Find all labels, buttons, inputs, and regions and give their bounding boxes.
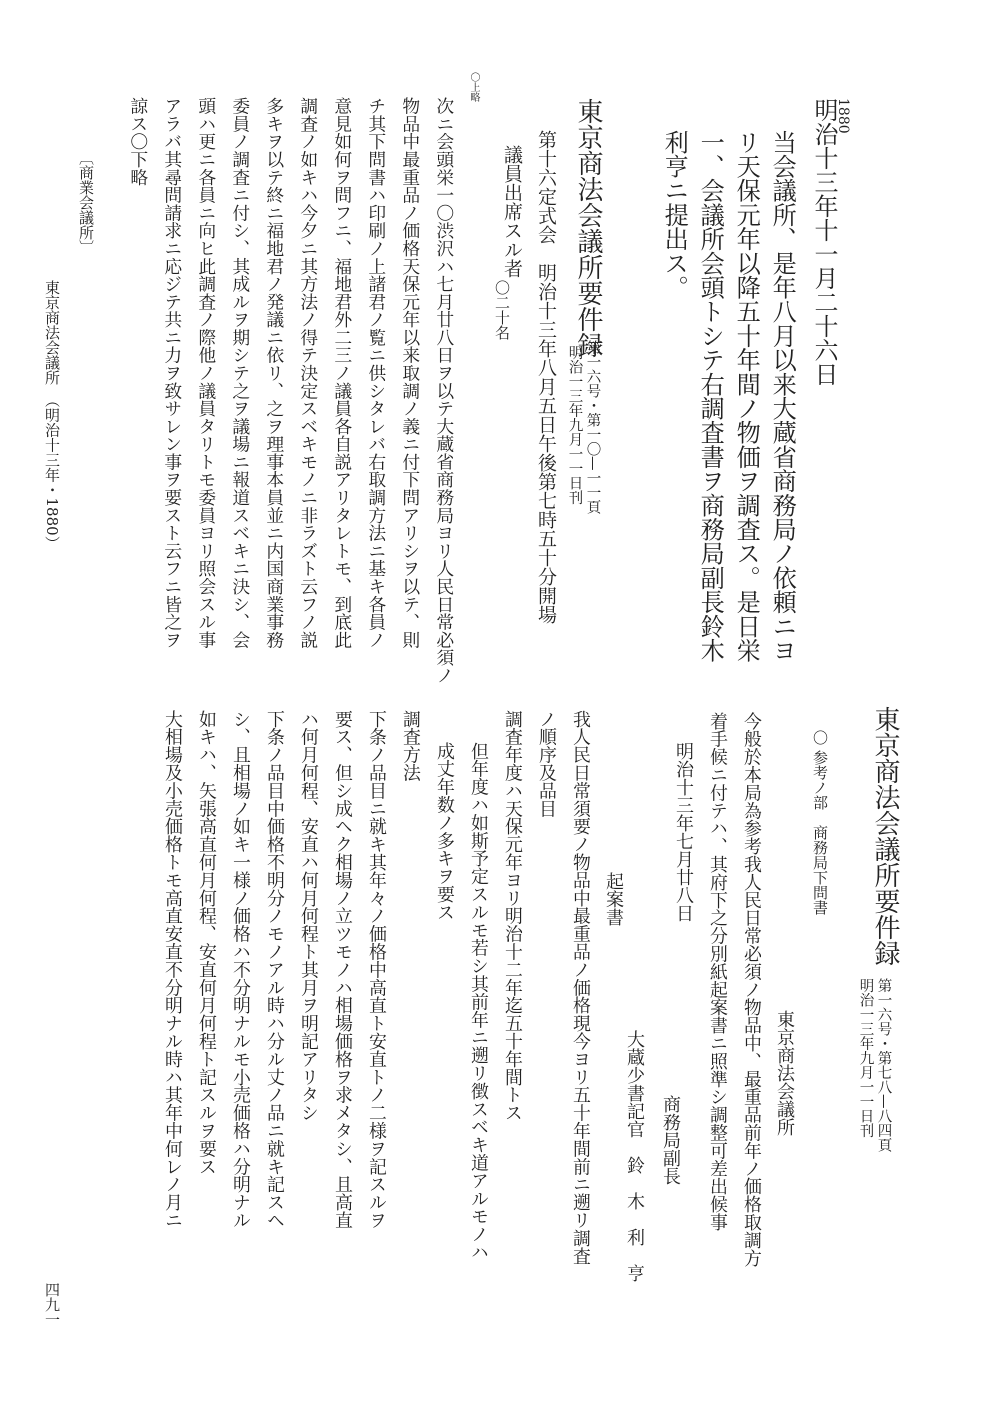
draft-line: 如キハ、矢張高直何月何程、安直何月何程ト記スルヲ要ス (195, 710, 217, 1176)
draft-line: 要ス、但シ成ヘク相場ノ立ツモノハ相場価格ヲ求メタシ、且高直 (331, 710, 353, 1230)
draft-line: シ、且相場ノ如キ一様ノ価格ハ不分明ナルモ小売価格ハ分明ナル (229, 710, 251, 1230)
draft-line: 成丈年数ノ多キヲ要ス (433, 742, 455, 921)
left-ref-line: 第一六号・第一〇—一一頁 (584, 340, 601, 514)
body-line: 多キヲ以テ終ニ福地君ノ発議ニ依リ、之ヲ理事本員並ニ内国商業事務 (263, 97, 285, 649)
body-line: 次ニ会頭栄一〇渋沢ハ七月廿八日ヲ以テ大蔵省商務局ヨリ人民日常必須ノ (433, 97, 455, 685)
left-ref-line: 明治一三年九月一一日刊 (566, 345, 583, 505)
running-footer-title: 東京商法会議所 （明治十三年・1880） (43, 280, 61, 551)
body-line: 頭ハ更ニ各員ニ向ヒ此調査ノ際他ノ議員タリトモ委員ヨリ照会スル事 (195, 97, 217, 649)
addressee: 東京商法会議所 (774, 1010, 795, 1136)
date-heading: 明治十三年十一月二十六日 (810, 98, 838, 386)
right-ref-line: 明治一三年九月一一日刊 (857, 978, 874, 1138)
draft-line: 下条ノ品目中価格不明分ノモノアル時ハ分ル丈ノ品ニ就キ記スヘ (263, 710, 285, 1230)
main-text-line: 一、会議所会頭トシテ右調査書ヲ商務局副長鈴木 (696, 130, 725, 663)
omitted-above-note: 〇上略 (468, 72, 479, 102)
body-line: 調査ノ如キハ今夕ニ其方法ノ得テ決定スベキモノニ非ラズト云フノ説 (297, 97, 319, 649)
main-text-line: リ天保元年以降五十年間ノ物価ヲ調査ス。是日栄 (732, 130, 761, 663)
draft-line: ノ順序及品目 (535, 710, 557, 818)
sender-title: 商務局副長 (660, 1095, 681, 1185)
body-line: チ其下問書ハ印刷ノ上諸君ノ覧ニ供シタレバ右取調方法ニ基キ各員ノ (365, 97, 387, 649)
body-line: 諒ス〇下略 (127, 97, 149, 186)
draft-line: 下条ノ品目ニ就キ其年々ノ価格中高直ト安直トノ二様ヲ記スルヲ (365, 710, 387, 1230)
session-line: 第十六定式会 明治十三年八月五日午後第七時五十分開場 (535, 130, 557, 624)
section-heading: 〇 参考ノ部 商務局下問書 (811, 730, 829, 915)
draft-line: ハ何月何程、安直ハ何月何程ト其月ヲ明記アリタシ (297, 710, 319, 1122)
main-text-line: 利亨ニ提出ス。 (660, 130, 689, 300)
body-line: アラバ其尋問請求ニ応ジテ共ニ力ヲ致サレン事ヲ要スト云フニ皆之ヲ (161, 97, 183, 649)
sender-name: 大蔵少書記官 鈴 木 利 亨 (624, 1030, 645, 1282)
body-line: 物品中最重品ノ価格天保元年以来取調ノ義ニ付下問アリシヲ以テ、則 (399, 97, 421, 649)
main-text-line: 当会議所、是年八月以来大蔵省商務局ノ依頼ニヨ (768, 130, 797, 663)
letter-line: 着手候ニ付テハ、其府下之分別紙起案書ニ照準シ調整可差出候事 (706, 712, 728, 1232)
running-footer-category: 〔商業会議所〕 (77, 150, 95, 255)
draft-line: 調査年度ハ天保元年ヨリ明治十二年迄五十年間トス (501, 710, 523, 1122)
draft-line: 我人民日常須要ノ物品中最重品ノ価格現今ヨリ五十年間前ニ遡リ調査 (569, 710, 591, 1265)
body-line: 意見如何ヲ問フニ、福地君外二三ノ議員各自説アリタレトモ、到底此 (331, 97, 353, 649)
right-block-title: 東京商法会議所要件録 (870, 706, 900, 966)
draft-line: 調査方法 (399, 710, 421, 782)
draft-title: 起案書 (603, 872, 624, 926)
draft-line: 大相場及小売価格トモ高直安直不分明ナル時ハ其年中何レノ月ニ (161, 710, 183, 1230)
attendees-line: 議員出席スル者 (501, 145, 523, 278)
letter-line: 今般於本局為参考我人民日常必須ノ物品中、最重品前年ノ価格取調方 (740, 712, 762, 1267)
page-number: 四九一 (43, 1282, 61, 1327)
year-marker: 1880 (835, 98, 851, 134)
letter-date: 明治十三年七月廿八日 (673, 742, 694, 922)
right-ref-line: 第一六号・第七八—八四頁 (875, 978, 892, 1152)
draft-line: 但年度ハ如斯予定スルモ若シ其前年ニ遡リ徴スベキ道アルモノハ (467, 742, 489, 1262)
attendees-count: 〇二十名 (493, 280, 511, 340)
body-line: 委員ノ調査ニ付シ、其成ルヲ期シテ之ヲ議場ニ報道スベキニ決シ、会 (229, 97, 251, 649)
left-block-title: 東京商法会議所要件録 (573, 98, 603, 358)
